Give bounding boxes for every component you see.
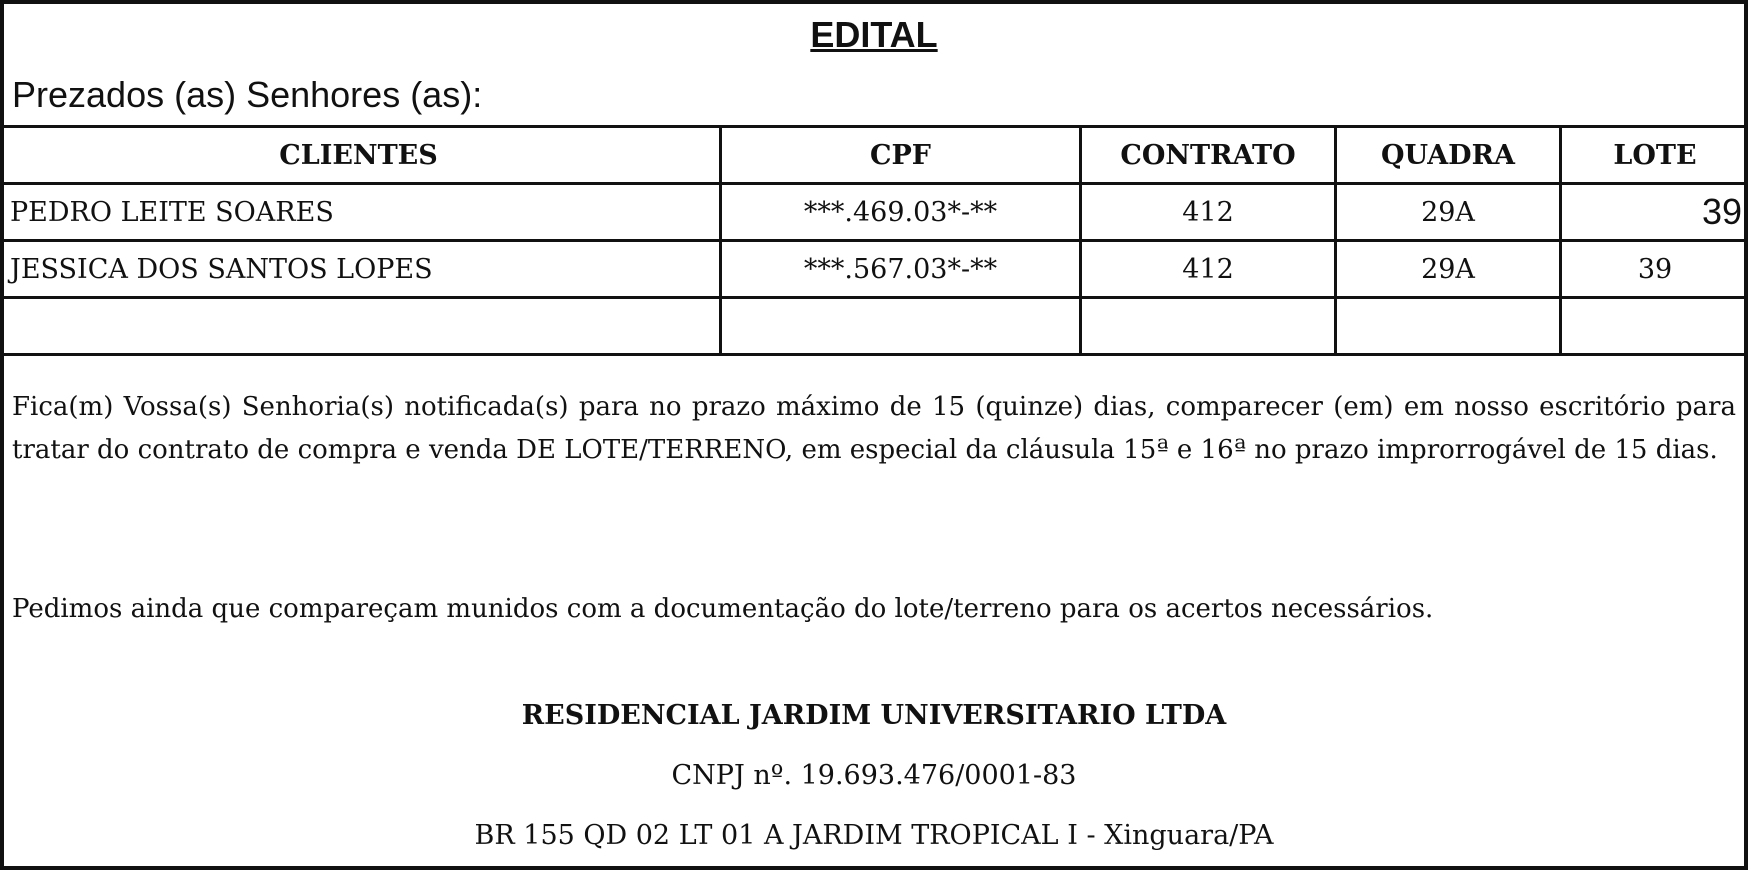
cell-cpf: ***.567.03*-** bbox=[721, 241, 1081, 298]
cell-contrato: 412 bbox=[1081, 241, 1336, 298]
greeting: Prezados (as) Senhores (as): bbox=[12, 74, 483, 115]
table-row bbox=[3, 298, 1748, 355]
table-row bbox=[3, 184, 1748, 241]
cell-cpf bbox=[721, 298, 1081, 355]
cell-cpf: ***.469.03*-** bbox=[721, 184, 1081, 241]
cell-lote bbox=[1561, 298, 1748, 355]
cell-quadra bbox=[1336, 298, 1561, 355]
clients-table bbox=[1, 125, 1748, 356]
cell-cliente bbox=[3, 298, 721, 355]
table-header-row bbox=[3, 127, 1748, 184]
cell-cliente: PEDRO LEITE SOARES bbox=[3, 184, 721, 241]
cell-contrato: 412 bbox=[1081, 184, 1336, 241]
header-lote: LOTE bbox=[1561, 127, 1748, 184]
cell-lote: 39 bbox=[1561, 241, 1748, 298]
cell-quadra: 29A bbox=[1336, 241, 1561, 298]
company-name: RESIDENCIAL JARDIM UNIVERSITARIO LTDA bbox=[521, 700, 1227, 731]
company-address: BR 155 QD 02 LT 01 A JARDIM TROPICAL I - Xinguara/PA bbox=[474, 820, 1274, 851]
cell-contrato bbox=[1081, 298, 1336, 355]
table-row bbox=[3, 241, 1748, 298]
header-quadra: QUADRA bbox=[1336, 127, 1561, 184]
notification-paragraph: Fica(m) Vossa(s) Senhoria(s) notificada(s) para no prazo máximo de 15 (quinze) dias, comparecer (em) em nosso escritório para tratar do contrato de compra e venda DE LOTE/TERRENO, em especial da cláusula 15ª e 16ª no prazo improrrogável de 15 dias. bbox=[12, 392, 1736, 465]
cell-cliente: JESSICA DOS SANTOS LOPES bbox=[3, 241, 721, 298]
header-contrato: CONTRATO bbox=[1081, 127, 1336, 184]
cell-quadra: 29A bbox=[1336, 184, 1561, 241]
cell-lote: 39 bbox=[1561, 184, 1748, 241]
header-cpf: CPF bbox=[721, 127, 1081, 184]
company-cnpj: CNPJ nº. 19.693.476/0001-83 bbox=[671, 760, 1077, 791]
document-title: EDITAL bbox=[810, 14, 938, 55]
documentation-paragraph: Pedimos ainda que compareçam munidos com a documentação do lote/terreno para os acertos necessários. bbox=[12, 594, 1434, 624]
header-clientes: CLIENTES bbox=[3, 127, 721, 184]
